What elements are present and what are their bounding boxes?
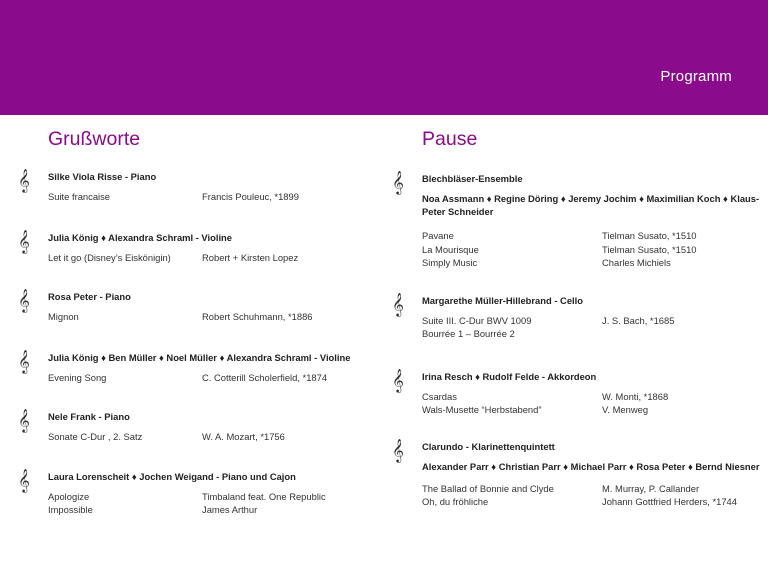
program-item: [392, 367, 760, 417]
composer: Tielman Susato, *1510: [602, 230, 697, 241]
program-item: [392, 291, 760, 341]
item-title: Clarundo - Klarinettenquintett: [422, 440, 555, 452]
piece-row: [422, 390, 760, 404]
piece-name: Oh, du fröhliche: [422, 496, 489, 507]
composer: James Arthur: [202, 504, 258, 515]
section-title-pause: Pause: [422, 128, 478, 150]
piece-row: [422, 327, 760, 341]
composer: [602, 327, 760, 341]
piece-name: Csardas: [422, 390, 457, 402]
item-title: Julia König ♦ Ben Müller ♦ Noel Müller ♦ Alexandra Schraml - Violine: [48, 351, 351, 363]
item-title: Margarethe Müller-Hillebrand - Cello: [422, 294, 583, 306]
item-title: Laura Lorenscheit ♦ Jochen Weigand - Piano und Cajon: [48, 470, 296, 482]
program-item: [18, 170, 378, 204]
program-item: [18, 228, 378, 265]
item-title: Blechbläser-Ensemble: [422, 173, 523, 184]
piece-row: [48, 490, 378, 504]
performers: Alexander Parr ♦ Christian Parr ♦ Michael Parr ♦ Rosa Peter ♦ Bernd Niesner: [422, 460, 760, 472]
piece-name: Bourrée 1 – Bourrée 2: [422, 328, 515, 339]
piece-name: La Mourisque: [422, 243, 479, 255]
piece-name: Simply Music: [422, 257, 478, 268]
piece-row: [422, 482, 760, 496]
treble-clef-icon: 𝄞: [18, 408, 30, 432]
piece-row: [48, 371, 378, 385]
piece-name: Suite francaise: [48, 191, 111, 202]
composer: Francis Pouleuc, *1899: [202, 191, 299, 202]
piece-row: [422, 403, 760, 417]
piece-row: [422, 314, 760, 328]
left-column: [18, 120, 378, 517]
piece-row: [422, 243, 760, 257]
composer: M. Murray, P. Callander: [602, 482, 700, 494]
piece-name: Evening Song: [48, 371, 107, 383]
item-title: Silke Viola Risse - Piano: [48, 171, 157, 182]
treble-clef-icon: 𝄞: [392, 170, 404, 194]
header-title: Programm: [660, 68, 732, 85]
piece-name: Wals-Musette “Herbstabend”: [422, 404, 542, 415]
treble-clef-icon: 𝄞: [18, 288, 30, 312]
piece-name: Sonate C-Dur , 2. Satz: [48, 431, 143, 442]
treble-clef-icon: 𝄞: [18, 467, 30, 492]
treble-clef-icon: 𝄞: [18, 168, 30, 192]
item-title: Irina Resch ♦ Rudolf Felde - Akkordeon: [422, 370, 597, 382]
piece-name: Mignon: [48, 311, 79, 322]
treble-clef-icon: 𝄞: [392, 367, 404, 392]
item-title: Nele Frank - Piano: [48, 411, 130, 422]
composer: Tielman Susato, *1510: [602, 243, 697, 255]
section-title-grussworte: Grußworte: [48, 128, 141, 150]
piece-name: Apologize: [48, 490, 90, 502]
piece-row: [48, 430, 378, 444]
piece-row: [422, 229, 760, 243]
program-item: [18, 348, 378, 385]
program-item: [392, 437, 760, 509]
piece-row: [48, 503, 378, 517]
composer: Robert Schuhmann, *1886: [202, 311, 313, 322]
composer: W. A. Mozart, *1756: [202, 431, 285, 442]
composer: Timbaland feat. One Republic: [202, 490, 326, 502]
piece-row: [48, 310, 378, 324]
program-item: [18, 290, 378, 324]
performers: Noa Assmann ♦ Regine Döring ♦ Jeremy Jochim ♦ Maximilian Koch ♦ Klaus-Peter Schneider: [422, 193, 760, 217]
treble-clef-icon: 𝄞: [18, 348, 30, 373]
piece-name: Suite III. C-Dur BWV 1009: [422, 314, 532, 326]
piece-row: [48, 190, 378, 204]
composer: W. Monti, *1868: [602, 390, 669, 402]
program-item: [18, 467, 378, 517]
item-title: Rosa Peter - Piano: [48, 291, 131, 302]
composer: V. Menweg: [602, 404, 649, 415]
right-column: [392, 120, 760, 509]
piece-name: The Ballad of Bonnie and Clyde: [422, 482, 554, 494]
piece-row: [422, 495, 760, 509]
header-banner: [0, 0, 768, 115]
composer: J. S. Bach, *1685: [602, 314, 675, 326]
piece-row: [422, 256, 760, 270]
piece-name: Impossible: [48, 504, 93, 515]
composer: Charles Michiels: [602, 257, 671, 268]
program-item: [392, 172, 760, 270]
piece-name: Pavane: [422, 230, 454, 241]
item-title: Julia König ♦ Alexandra Schraml - Violine: [48, 231, 232, 243]
treble-clef-icon: 𝄞: [392, 291, 404, 316]
treble-clef-icon: 𝄞: [18, 228, 30, 253]
piece-name: Let it go (Disney’s Eiskönigin): [48, 251, 171, 263]
composer: C. Cotterill Scholerfield, *1874: [202, 371, 328, 383]
composer: Robert + Kirsten Lopez: [202, 251, 299, 263]
composer: Johann Gottfried Herders, *1744: [602, 496, 737, 507]
program-item: [18, 410, 378, 444]
treble-clef-icon: 𝄞: [392, 437, 404, 462]
piece-row: [48, 251, 378, 265]
